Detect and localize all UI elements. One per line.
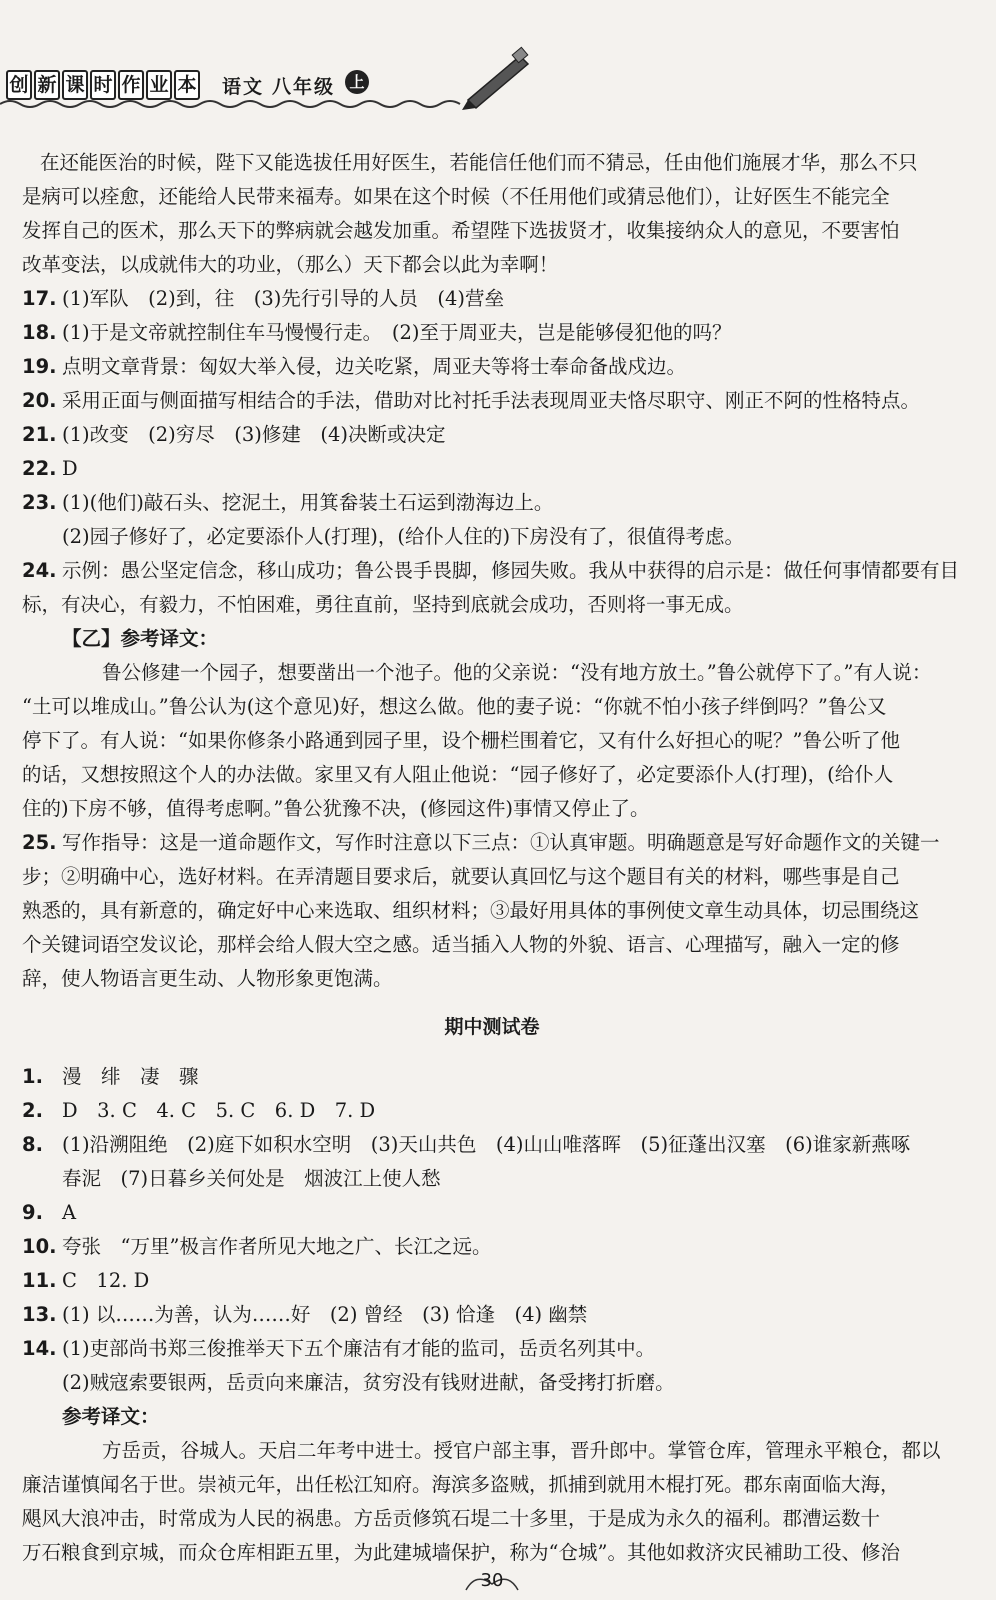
item-number: 14. [22, 1337, 57, 1360]
text-line: 标，有决心，有毅力，不怕困难，勇往直前，坚持到底就会成功，否则将一事无成。 [22, 593, 744, 616]
item-text: (1) 以……为善，认为……好 (2) 曾经 (3) 恰逢 (4) 幽禁 [62, 1303, 588, 1326]
brand-char: 课 [62, 70, 88, 100]
text-line: 改革变法，以成就伟大的功业，（那么）天下都会以此为幸啊！ [22, 253, 559, 276]
answer-item [22, 1196, 962, 1230]
page-number [462, 1568, 522, 1594]
item-text: 点明文章背景：匈奴大举入侵，边关吃紧，周亚夫等将士奉命备战戍边。 [62, 355, 687, 378]
text-line: 辞，使人物语言更生动、人物形象更饱满。 [22, 967, 393, 990]
text-line: 停下了。有人说：“如果你修条小路通到园子里，设个栅栏围着它，又有什么好担心的呢？”鲁公听了他 [22, 729, 900, 752]
brand-char: 时 [90, 70, 116, 100]
text-line: 鲁公修建一个园子，想要凿出一个池子。他的父亲说：“没有地方放土。”鲁公就停下了。”有人说： [102, 661, 932, 684]
section-title: 期中测试卷 [444, 1016, 540, 1038]
brand-char: 业 [146, 70, 172, 100]
item-text: (1)吏部尚书郑三俊推举天下五个廉洁有才能的监司，岳贡名列其中。 [62, 1337, 656, 1360]
item-text: (1)改变 (2)穷尽 (3)修建 (4)决断或决定 [62, 423, 446, 446]
item-number: 11. [22, 1269, 57, 1292]
volume-badge: 上 [345, 70, 369, 94]
text-line: (2)贼寇索要银两，岳贡向来廉洁，贫穷没有钱财进献，备受拷打折磨。 [62, 1371, 675, 1394]
subject-label: 语文 [222, 76, 265, 98]
wavy-line-decoration [0, 0, 996, 120]
text-line: 的话，又想按照这个人的办法做。家里又有人阻止他说：“园子修好了，必定要添仆人(打理)，(给仆人 [22, 763, 894, 786]
answer-item [22, 826, 962, 860]
item-text: D 3. C 4. C 5. C 6. D 7. D [62, 1099, 376, 1122]
text-line: 方岳贡，谷城人。天启二年考中进士。授官户部主事，晋升郎中。掌管仓库，管理永平粮仓，都以 [102, 1439, 941, 1462]
item-number: 20. [22, 389, 57, 412]
text-line: 步；②明确中心，选好材料。在弄清题目要求后，就要认真回忆与这个题目有关的材料，哪些事是自己 [22, 865, 900, 888]
page-header [0, 0, 996, 120]
pencil-icon [462, 47, 528, 110]
text-line: 万石粮食到京城，而众仓库相距五里，为此建城墙保护，称为“仓城”。其他如救济灾民補助工役、修治 [22, 1541, 900, 1564]
brand-char: 作 [118, 70, 144, 100]
answer-item [22, 554, 962, 588]
subsection-label: 【乙】参考译文： [62, 627, 219, 650]
page-number-text: 30 [480, 1570, 504, 1591]
grade-label: 八年级 [272, 76, 336, 98]
item-number: 24. [22, 559, 57, 582]
answer-item [22, 1230, 962, 1264]
item-text: C 12. D [62, 1269, 150, 1292]
text-line: “土可以堆成山。”鲁公认为(这个意见)好，想这么做。他的妻子说：“你就不怕小孩子绊倒吗？”鲁公又 [22, 695, 887, 718]
text-line: 是病可以痊愈，还能给人民带来福寿。如果在这个时候（不任用他们或猜忌他们），让好医生不能完全 [22, 185, 890, 208]
item-text: 采用正面与侧面描写相结合的手法，借助对比衬托手法表现周亚夫恪尽职守、刚正不阿的性格特点。 [62, 389, 921, 412]
answer-item [22, 1264, 962, 1298]
text-line: 熟悉的，具有新意的，确定好中心来选取、组织材料；③最好用具体的事例使文章生动具体，切忌围绕这 [22, 899, 920, 922]
item-number: 8. [22, 1133, 43, 1156]
answer-content [22, 146, 962, 1570]
item-number: 9. [22, 1201, 43, 1224]
item-text: 示例：愚公坚定信念，移山成功；鲁公畏手畏脚，修园失败。我从中获得的启示是：做任何事情都要有目 [62, 559, 960, 582]
answer-item [22, 418, 962, 452]
text-line: 廉洁谨慎闻名于世。崇祯元年，出任松江知府。海滨多盗贼，抓捕到就用木棍打死。郡东南面临大海， [22, 1473, 900, 1496]
item-text: 写作指导：这是一道命题作文，写作时注意以下三点：①认真审题。明确题意是写好命题作文的关键一 [62, 831, 940, 854]
subsection-label: 参考译文： [62, 1405, 160, 1428]
item-text: (1)军队 (2)到，往 (3)先行引导的人员 (4)营垒 [62, 287, 504, 310]
text-line: 个关键词语空发议论，那样会给人假大空之感。适当插入人物的外貌、语言、心理描写，融入一定的修 [22, 933, 900, 956]
brand-char: 本 [174, 70, 200, 100]
text-line: 春泥 (7)日暮乡关何处是 烟波江上使人愁 [62, 1167, 441, 1190]
text-line: 发挥自己的医术，那么天下的弊病就会越发加重。希望陛下选拔贤才，收集接纳众人的意见，不要害怕 [22, 219, 900, 242]
item-text: (1)于是文帝就控制住车马慢慢行走。 (2)至于周亚夫，岂是能够侵犯他的吗？ [62, 321, 732, 344]
item-text: (1)沿溯阻绝 (2)庭下如积水空明 (3)天山共色 (4)山山唯落晖 (5)征蓬出汉塞 (6)谁家新燕啄 [62, 1133, 911, 1156]
text-line: 飓风大浪冲击，时常成为人民的祸患。方岳贡修筑石堤二十多里，于是成为永久的福利。郡漕运数十 [22, 1507, 881, 1530]
item-number: 2. [22, 1099, 43, 1122]
answer-item [22, 282, 962, 316]
item-number: 1. [22, 1065, 43, 1088]
item-text: D [62, 457, 78, 480]
answer-item [22, 384, 962, 418]
item-text: A [62, 1201, 77, 1224]
answer-item [22, 1094, 962, 1128]
brand-logo [6, 70, 200, 100]
answer-item [22, 1298, 962, 1332]
item-number: 22. [22, 457, 57, 480]
answer-item [22, 1128, 962, 1162]
answer-item [22, 486, 962, 520]
item-number: 21. [22, 423, 57, 446]
item-text: (1)(他们)敲石头、挖泥土，用箕畚装土石运到渤海边上。 [62, 491, 554, 514]
item-number: 13. [22, 1303, 57, 1326]
item-text: 漫 绯 凄 骤 [62, 1065, 199, 1088]
item-number: 17. [22, 287, 57, 310]
text-line: (2)园子修好了，必定要添仆人(打理)，(给仆人住的)下房没有了，很值得考虑。 [62, 525, 745, 548]
item-number: 19. [22, 355, 57, 378]
text-line: 在还能医治的时候，陛下又能选拔任用好医生，若能信任他们而不猜忌，任由他们施展才华，那么不只 [40, 151, 918, 174]
item-number: 23. [22, 491, 57, 514]
answer-item [22, 316, 962, 350]
item-number: 10. [22, 1235, 57, 1258]
text-line: 住的)下房不够，值得考虑啊。”鲁公犹豫不决，(修园这件)事情又停止了。 [22, 797, 650, 820]
item-text: 夸张 “万里”极言作者所见大地之广、长江之远。 [62, 1235, 492, 1258]
brand-char: 创 [6, 70, 32, 100]
item-number: 25. [22, 831, 57, 854]
item-number: 18. [22, 321, 57, 344]
answer-item [22, 1060, 962, 1094]
answer-item [22, 1332, 962, 1366]
answer-item [22, 452, 962, 486]
brand-char: 新 [34, 70, 60, 100]
answer-item [22, 350, 962, 384]
